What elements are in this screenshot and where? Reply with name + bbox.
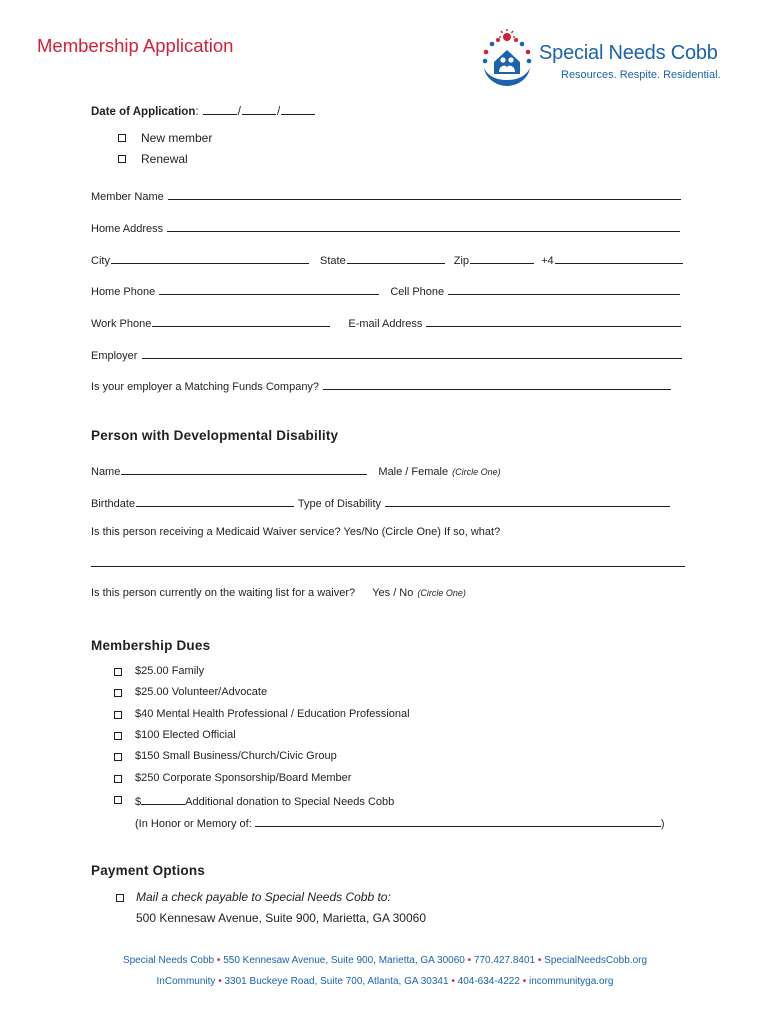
state-label: State	[320, 255, 346, 267]
dues-option: $250 Corporate Sponsorship/Board Member	[135, 772, 352, 784]
plus4-label: +4	[541, 255, 554, 267]
footer-org-name: Special Needs Cobb	[122, 955, 215, 966]
payment-section-heading: Payment Options	[91, 863, 206, 878]
work-email-row	[91, 315, 682, 330]
dues-family-checkbox[interactable]	[114, 668, 122, 676]
date-day-field[interactable]	[242, 103, 276, 115]
logo-emblem-icon	[478, 28, 536, 90]
matching-funds-label: Is your employer a Matching Funds Company?	[91, 381, 320, 393]
donation-prefix: $	[135, 796, 142, 808]
matching-funds-row	[91, 378, 672, 393]
cell-phone-label: Cell Phone	[390, 286, 445, 298]
dues-business-checkbox[interactable]	[114, 753, 122, 761]
employer-field[interactable]	[142, 347, 682, 359]
zip-label: Zip	[453, 255, 470, 267]
dues-option: $40 Mental Health Professional / Education Professional	[135, 708, 410, 720]
plus4-field[interactable]	[555, 252, 683, 264]
home-address-field[interactable]	[167, 220, 680, 232]
member-name-label: Member Name	[91, 191, 164, 203]
home-phone-field[interactable]	[159, 283, 379, 295]
logo-tagline: Resources. Respite. Residential.	[561, 69, 721, 81]
footer-website-link[interactable]: incommunityga.org	[529, 976, 614, 987]
home-phone-label: Home Phone	[91, 286, 156, 298]
dues-elected-checkbox[interactable]	[114, 732, 122, 740]
dues-section-heading: Membership Dues	[91, 638, 211, 653]
birthdate-row	[91, 495, 671, 510]
honor-label: (In Honor or Memory of:	[135, 818, 252, 830]
waitlist-question: Is this person currently on the waiting list for a waiver?	[91, 587, 356, 599]
footer-phone: 404-634-4222	[457, 976, 520, 987]
new-member-label: New member	[141, 131, 213, 145]
mail-check-label: Mail a check payable to Special Needs Cobb to:	[136, 890, 391, 904]
date-slash: /	[237, 106, 241, 118]
waitlist-row	[91, 587, 466, 599]
home-address-label: Home Address	[91, 223, 164, 235]
donation-row	[135, 793, 394, 808]
birthdate-field[interactable]	[136, 495, 294, 507]
dues-option: $100 Elected Official	[135, 729, 236, 741]
honor-row	[135, 815, 665, 830]
dues-professional-checkbox[interactable]	[114, 711, 122, 719]
donation-amount-field[interactable]	[141, 793, 185, 805]
special-needs-cobb-logo	[478, 28, 730, 90]
footer-address: 3301 Buckeye Road, Suite 700, Atlanta, GA 30341	[224, 976, 449, 987]
new-member-checkbox[interactable]	[118, 134, 126, 142]
footer-separator: •	[451, 976, 455, 987]
mailing-address: 500 Kennesaw Avenue, Suite 900, Marietta, GA 30060	[136, 911, 426, 925]
employer-row	[91, 347, 683, 362]
gender-label: Male / Female	[378, 466, 449, 478]
person-name-label: Name	[91, 466, 121, 478]
waitlist-answer: Yes / No	[372, 587, 414, 599]
dues-corporate-checkbox[interactable]	[114, 775, 122, 783]
footer-line-2	[0, 976, 770, 987]
date-month-field[interactable]	[203, 103, 237, 115]
waitlist-circle-note: (Circle One)	[417, 588, 466, 598]
work-phone-label: Work Phone	[91, 318, 152, 330]
footer-separator: •	[522, 976, 527, 987]
mail-check-checkbox[interactable]	[116, 894, 124, 902]
city-field[interactable]	[111, 252, 309, 264]
cell-phone-field[interactable]	[448, 283, 680, 295]
phone-row	[91, 283, 681, 298]
state-field[interactable]	[347, 252, 445, 264]
page-title: Membership Application	[37, 35, 234, 56]
honor-field[interactable]	[255, 815, 661, 827]
birthdate-label: Birthdate	[91, 498, 136, 510]
date-slash: /	[276, 106, 281, 118]
donation-label: Additional donation to Special Needs Cobb	[185, 796, 395, 808]
renewal-label: Renewal	[141, 152, 188, 166]
date-year-field[interactable]	[281, 103, 315, 115]
email-field[interactable]	[426, 315, 681, 327]
person-name-field[interactable]	[121, 463, 367, 475]
footer-separator: •	[216, 955, 221, 966]
person-name-row	[91, 463, 501, 478]
footer-website-link[interactable]: SpecialNeedsCobb.org	[544, 955, 648, 966]
footer-separator: •	[467, 955, 472, 966]
gender-circle-note: (Circle One)	[452, 467, 501, 477]
footer-separator: •	[218, 976, 222, 987]
footer-org-name: InCommunity	[156, 976, 216, 987]
person-section-heading: Person with Developmental Disability	[91, 428, 339, 443]
disability-type-field[interactable]	[385, 495, 670, 507]
footer-line-1	[0, 955, 770, 966]
email-label: E-mail Address	[348, 318, 423, 330]
date-of-application-row	[91, 103, 316, 118]
work-phone-field[interactable]	[152, 315, 330, 327]
date-colon: :	[195, 106, 199, 118]
city-state-zip-row	[91, 252, 684, 267]
zip-field[interactable]	[470, 252, 534, 264]
employer-label: Employer	[91, 350, 138, 362]
renewal-checkbox[interactable]	[118, 155, 126, 163]
city-label: City	[91, 255, 110, 267]
logo-name: Special Needs Cobb	[539, 42, 718, 64]
member-name-row	[91, 188, 682, 203]
dues-option: $25.00 Volunteer/Advocate	[135, 686, 268, 698]
home-address-row	[91, 220, 681, 235]
honor-close: )	[660, 818, 665, 830]
dues-option: $25.00 Family	[135, 665, 205, 677]
dues-donation-checkbox[interactable]	[114, 796, 122, 804]
medicaid-question: Is this person receiving a Medicaid Waiver service? Yes/No (Circle One) If so, what?	[91, 526, 501, 538]
disability-type-label: Type of Disability	[297, 498, 382, 510]
footer-separator: •	[537, 955, 542, 966]
dues-volunteer-checkbox[interactable]	[114, 689, 122, 697]
member-name-field[interactable]	[168, 188, 681, 200]
footer-phone: 770.427.8401	[473, 955, 536, 966]
medicaid-answer-field[interactable]	[91, 566, 685, 567]
footer-address: 550 Kennesaw Avenue, Suite 900, Marietta, GA 30060	[223, 955, 465, 966]
dues-option: $150 Small Business/Church/Civic Group	[135, 750, 337, 762]
date-of-application-label: Date of Application	[91, 106, 196, 118]
matching-funds-field[interactable]	[323, 378, 671, 390]
